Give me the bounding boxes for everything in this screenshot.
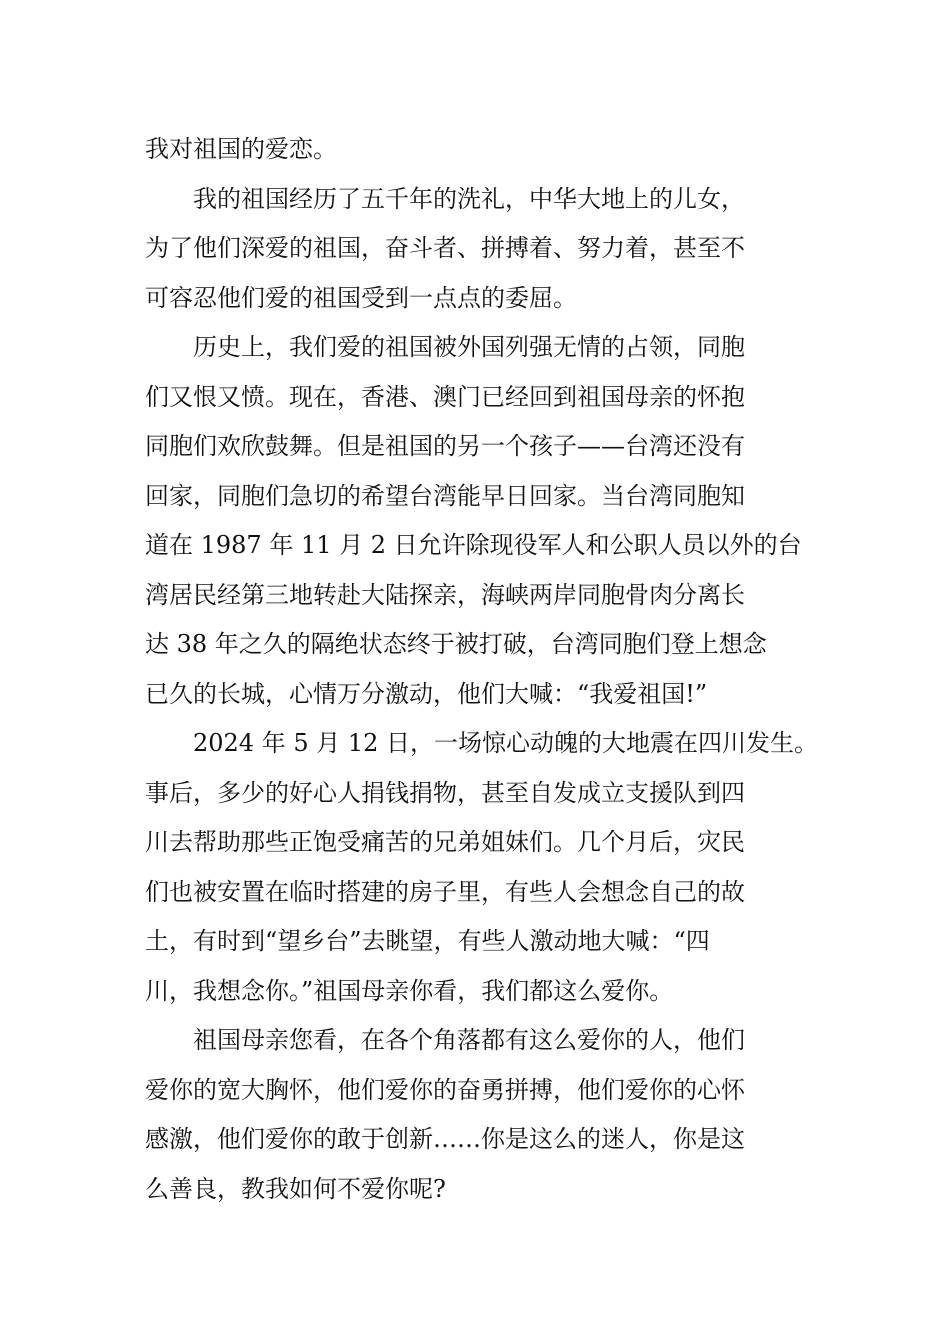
paragraph-1	[145, 125, 815, 175]
text-line: 已久的长城，心情万分激动，他们大喊：“我爱祖国!”	[145, 679, 708, 708]
text-line: 祖国母亲您看，在各个角落都有这么爱你的人，他们	[145, 1026, 745, 1054]
text-line: 我的祖国经历了五千年的洗礼，中华大地上的儿女，	[145, 184, 745, 213]
paragraph-4	[145, 719, 819, 1016]
text-line: 么善良，教我如何不爱你呢?	[145, 1174, 446, 1203]
text-line: 我对祖国的爱恋。	[145, 135, 337, 163]
text-line: 们又恨又愤。现在，香港、澳门已经回到祖国母亲的怀抱	[145, 382, 745, 411]
text-line: 湾居民经第三地转赴大陆探亲，海峡两岸同胞骨肉分离长	[145, 580, 745, 609]
text-line: 为了他们深爱的祖国，奋斗者、拼搏着、努力着，甚至不	[145, 234, 745, 262]
text-line: 道在 1987 年 11 月 2 日允许除现役军人和公职人员以外的台	[145, 531, 802, 559]
paragraph-5	[145, 1016, 815, 1214]
text-line: 历史上，我们爱的祖国被外国列强无情的占领，同胞	[145, 333, 745, 361]
text-line: 可容忍他们爱的祖国受到一点点的委屈。	[145, 283, 577, 312]
text-line: 爱你的宽大胸怀，他们爱你的奋勇拼搏，他们爱你的心怀	[145, 1075, 745, 1104]
paragraph-2	[145, 175, 815, 324]
text-line: 同胞们欢欣鼓舞。但是祖国的另一个孩子——台湾还没有	[145, 432, 745, 460]
text-line: 感激，他们爱你的敢于创新……你是这么的迷人，你是这	[145, 1125, 745, 1153]
text-line: 回家，同胞们急切的希望台湾能早日回家。当台湾同胞知	[145, 481, 745, 510]
document-body	[145, 125, 819, 1214]
text-line: 川去帮助那些正饱受痛苦的兄弟姐妹们。几个月后，灾民	[145, 828, 745, 856]
text-line: 川，我想念你。”祖国母亲你看，我们都这么爱你。	[145, 976, 674, 1005]
paragraph-3	[145, 323, 815, 719]
text-line: 们也被安置在临时搭建的房子里，有些人会想念自己的故	[145, 877, 745, 906]
text-line: 土，有时到“望乡台”去眺望，有些人激动地大喊：“四	[145, 927, 710, 955]
text-line: 达 38 年之久的隔绝状态终于被打破，台湾同胞们登上想念	[145, 630, 767, 658]
text-line: 事后，多少的好心人捐钱捐物，甚至自发成立支援队到四	[145, 778, 745, 807]
text-line: 2024 年 5 月 12 日，一场惊心动魄的大地震在四川发生。	[145, 729, 819, 757]
